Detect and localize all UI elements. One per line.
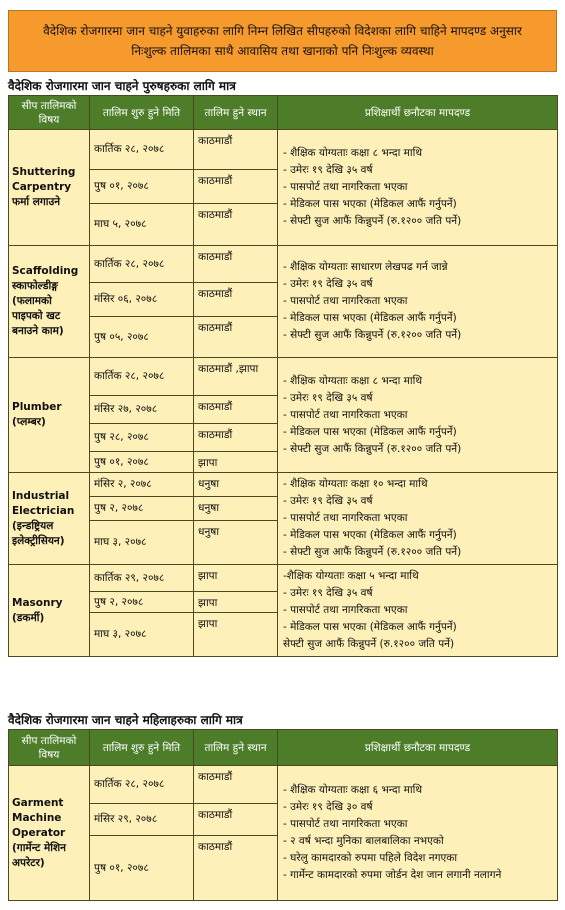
subject-line: (प्लम्बर): [12, 416, 46, 428]
start-date: मंसिर २७, २०७८: [90, 396, 194, 424]
criteria-item: - पासपोर्ट तथा नागरिकता भएका: [283, 408, 408, 421]
subject-line: (गार्मेन्ट मेशिन: [12, 841, 66, 854]
table-row: [9, 246, 558, 283]
criteria-item: - पासपोर्ट तथा नागरिकता भएका: [283, 181, 408, 193]
subject-line: इलेक्ट्रीसियन): [12, 534, 65, 547]
start-date: कार्तिक २८, २०७८: [90, 766, 194, 804]
subject-line: Masonry (डकर्मी): [12, 596, 63, 624]
subject-line: Carpentry: [12, 181, 72, 193]
subject-line: बनाउने काम): [12, 325, 64, 337]
criteria-item: - शैक्षिक योग्यताः साधारण लेखपढ गर्न जान्ने: [283, 261, 448, 273]
criteria-item: - सेफ्टी सुज आफैं किन्नुपर्ने (रु.१२०० जति पर्ने): [283, 442, 462, 455]
subject-line: Operator: [12, 826, 66, 839]
start-date: माघ ५, २०७८: [90, 204, 194, 246]
start-date: पुष ०१, २०७८: [90, 170, 194, 204]
start-date: मंसिर ०६, २०७८: [90, 283, 194, 317]
banner-line-2: निःशुल्क तालिमका साथै आवासिय तथा खानाको पनि निःशुल्क व्यवस्था: [131, 44, 434, 58]
start-date: पुष २, २०७८: [90, 592, 194, 613]
criteria-item: - गार्मेन्ट कामदारको रुपमा जोर्डन देश जान लगानी नलागने: [283, 869, 502, 881]
start-date: पुष २८, २०७८: [90, 424, 194, 452]
training-location: काठमाडौं: [194, 424, 278, 452]
skill-subject: [9, 565, 90, 657]
criteria-item: - २ वर्ष भन्दा मुनिका बालबालिका नभएको: [283, 835, 444, 847]
table-row: [9, 473, 558, 497]
criteria-item: - पासपोर्ट तथा नागरिकता भएका: [283, 604, 408, 616]
subject-line: पाइपको खट: [12, 310, 61, 322]
training-location: काठमाडौं: [194, 317, 278, 358]
selection-criteria: [278, 246, 558, 358]
training-location: काठमाडौं: [194, 283, 278, 317]
training-location: काठमाडौं: [194, 396, 278, 424]
selection-criteria: [278, 473, 558, 565]
skill-subject: [9, 358, 90, 473]
criteria-item: - शैक्षिक योग्यताः कक्षा ६ भन्दा माथि: [283, 784, 423, 796]
table-row: [9, 565, 558, 592]
criteria-item: - उमेरः १९ देखि ३५ वर्ष: [283, 278, 373, 290]
criteria-item: - उमेरः १९ देखि ३५ वर्ष: [283, 587, 373, 599]
criteria-item: - उमेरः १९ देखि ३५ वर्ष: [283, 164, 373, 176]
column-header: प्रशिक्षार्थी छनौटका मापदण्ड: [278, 96, 558, 130]
training-location: झापा: [194, 613, 278, 657]
criteria-item: - मेडिकल पास भएका (मेडिकल आफैं गर्नुपर्ने): [283, 198, 457, 210]
skill-subject: [9, 246, 90, 358]
selection-criteria: [278, 565, 558, 657]
subject-line: अपरेटर): [12, 856, 45, 869]
training-location: काठमाडौं: [194, 766, 278, 804]
subject-line: Electrician: [12, 504, 75, 517]
subject-line: Plumber: [12, 401, 62, 413]
women-training-table: [8, 729, 558, 901]
notice-banner: [8, 10, 557, 72]
criteria-item: - शैक्षिक योग्यताः कक्षा ८ भन्दा माथि: [283, 374, 423, 387]
skill-subject: [9, 130, 90, 246]
subject-line: (फलामको: [12, 295, 52, 307]
women-section-heading: वैदेशिक रोजगारमा जान चाहने महिलाहरुका लागि मात्र: [8, 713, 243, 727]
column-header: तालिम शुरु हुने मिति: [90, 730, 194, 766]
start-date: मंसिर २, २०७८: [90, 473, 194, 497]
criteria-item: - पासपोर्ट तथा नागरिकता भएका: [283, 512, 408, 524]
subject-line: Scaffolding: [12, 265, 79, 277]
start-date: कार्तिक २८, २०७८: [90, 130, 194, 170]
skill-subject: [9, 473, 90, 565]
start-date: माघ ३, २०७८: [90, 613, 194, 657]
start-date: पुष २, २०७८: [90, 497, 194, 521]
subject-line: (इन्डष्ट्रियल: [12, 519, 54, 532]
criteria-item: - घरेलु कामदारको रुपमा पहिले विदेश नगएका: [283, 852, 458, 864]
criteria-item: सेफ्टी सुज आफैं किन्नुपर्ने (रु.१२०० जति पर्ने): [283, 638, 455, 650]
selection-criteria: [278, 358, 558, 473]
criteria-item: - पासपोर्ट तथा नागरिकता भएका: [283, 295, 408, 307]
table-row: [9, 130, 558, 170]
criteria-item: - उमेरः १९ देखि ३० वर्ष: [283, 801, 373, 813]
column-header: तालिम हुने स्थान: [194, 96, 278, 130]
men-training-table: [8, 95, 558, 657]
training-location: काठमाडौं: [194, 170, 278, 204]
training-location: धनुषा: [194, 521, 278, 565]
criteria-item: - शैक्षिक योग्यताः कक्षा १० भन्दा माथि: [283, 478, 428, 490]
table-row: [9, 766, 558, 804]
subject-line: Garment: [12, 796, 64, 809]
column-header: तालिम शुरु हुने मिति: [90, 96, 194, 130]
subject-line: Industrial: [12, 489, 70, 502]
start-date: पुष ०१, २०७८: [90, 836, 194, 901]
criteria-item: - सेफ्टी सुज आफैं किन्नुपर्ने (रु.१२०० जति पर्ने): [283, 215, 462, 227]
start-date: पुष ०५, २०७८: [90, 317, 194, 358]
training-location: झापा: [194, 592, 278, 613]
subject-line: फर्मा लगाउने: [12, 196, 61, 208]
start-date: मंसिर २९, २०७८: [90, 804, 194, 836]
training-location: काठमाडौं: [194, 804, 278, 836]
criteria-item: -शैक्षिक योग्यताः कक्षा ५ भन्दा माथि: [283, 570, 419, 582]
banner-line-1: वैदेशिक रोजगारमा जान चाहने युवाहरुका लागि निम्न लिखित सीपहरुको विदेशका लागि चाहिने मापदण्ड अनुसार: [43, 24, 522, 38]
selection-criteria: [278, 130, 558, 246]
training-location: काठमाडौं: [194, 836, 278, 901]
start-date: कार्तिक २८, २०७८: [90, 358, 194, 396]
start-date: कार्तिक २९, २०७८: [90, 565, 194, 592]
criteria-item: - शैक्षिक योग्यताः कक्षा ८ भन्दा माथि: [283, 147, 423, 159]
criteria-item: - सेफ्टी सुज आफैं किन्नुपर्ने (रु.१२०० जति पर्ने): [283, 329, 462, 341]
criteria-item: - उमेरः १९ देखि ३५ वर्ष: [283, 495, 373, 507]
training-location: झापा: [194, 565, 278, 592]
training-location: धनुषा: [194, 497, 278, 521]
subject-line: Machine: [12, 811, 62, 824]
training-location: काठमाडौं: [194, 204, 278, 246]
training-location: धनुषा: [194, 473, 278, 497]
column-header: तालिम हुने स्थान: [194, 730, 278, 766]
table-row: [9, 358, 558, 396]
criteria-item: - उमेरः १९ देखि ३५ वर्ष: [283, 391, 373, 404]
subject-line: Shuttering: [12, 166, 76, 178]
column-header: प्रशिक्षार्थी छनौटका मापदण्ड: [278, 730, 558, 766]
selection-criteria: [278, 766, 558, 901]
men-section-heading: वैदेशिक रोजगारमा जान चाहने पुरुषहरुका लागि मात्र: [8, 79, 236, 93]
criteria-item: - मेडिकल पास भएका (मेडिकल आफैं गर्नुपर्ने): [283, 529, 457, 541]
criteria-item: - सेफ्टी सुज आफैं किन्नुपर्ने (रु.१२०० जति पर्ने): [283, 546, 462, 558]
training-location: काठमाडौं ,झापा: [194, 358, 278, 396]
training-location: काठमाडौं: [194, 246, 278, 283]
column-header: सीप तालिमको विषय: [9, 730, 90, 766]
criteria-item: - मेडिकल पास भएका (मेडिकल आफैं गर्नुपर्ने): [283, 425, 457, 438]
subject-line: स्काफोल्डीङ्ग: [12, 280, 58, 292]
criteria-item: - पासपोर्ट तथा नागरिकता भएका: [283, 818, 408, 830]
criteria-item: - मेडिकल पास भएका (मेडिकल आफैं गर्नुपर्ने): [283, 621, 457, 633]
start-date: माघ ३, २०७८: [90, 521, 194, 565]
start-date: कार्तिक २८, २०७८: [90, 246, 194, 283]
column-header: सीप तालिमको विषय: [9, 96, 90, 130]
training-location: काठमाडौं: [194, 130, 278, 170]
start-date: पुष ०१, २०७८: [90, 452, 194, 473]
criteria-item: - मेडिकल पास भएका (मेडिकल आफैं गर्नुपर्ने): [283, 312, 457, 324]
training-location: झापा: [194, 452, 278, 473]
skill-subject: [9, 766, 90, 901]
